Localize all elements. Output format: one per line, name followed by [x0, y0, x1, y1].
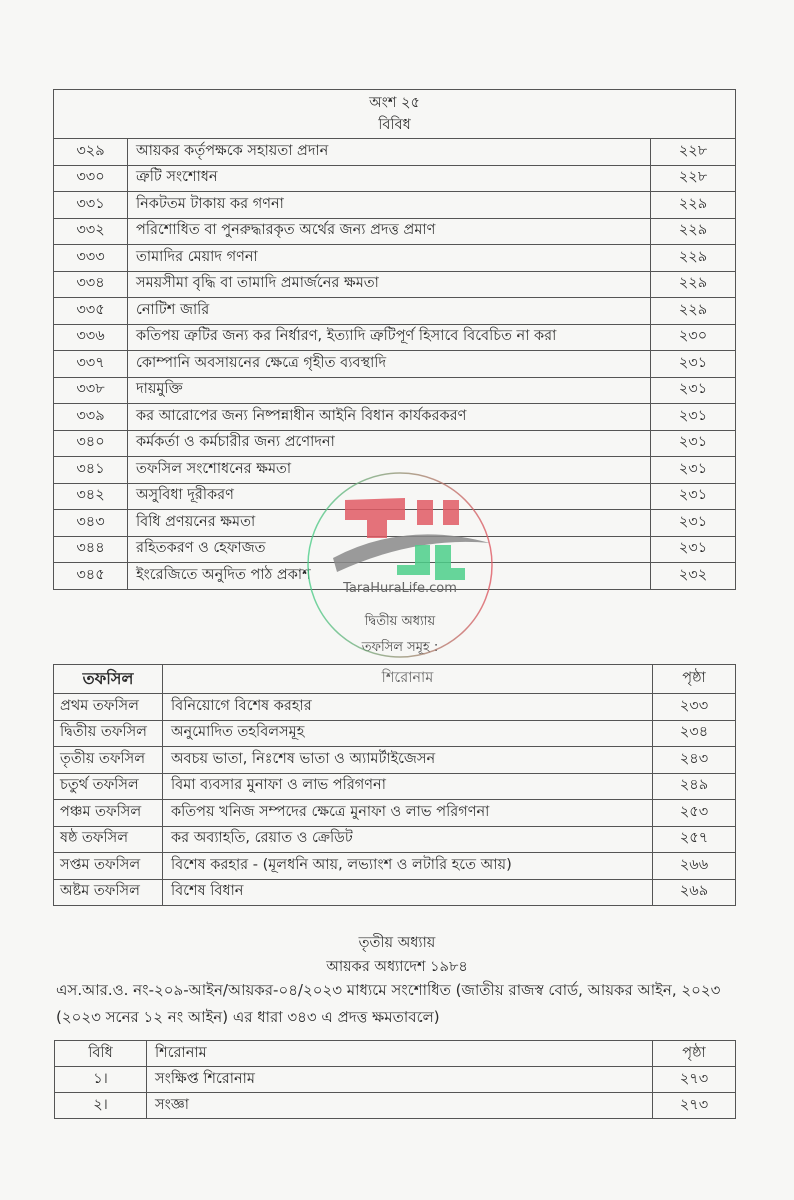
section-number: ৩৩১: [54, 192, 128, 219]
section-number: ৩৪১: [54, 457, 128, 484]
section-title: আয়কর কর্তৃপক্ষকে সহায়তা প্রদান: [128, 139, 651, 166]
table-row: [54, 404, 736, 431]
col-header-page: পৃষ্ঠা: [653, 1041, 736, 1067]
page-number: ২৪৩: [653, 747, 736, 774]
schedule-label: তৃতীয় তফসিল: [54, 747, 163, 774]
table-row: [54, 510, 736, 537]
rule-number: ২।: [55, 1093, 147, 1119]
table-row: [54, 430, 736, 457]
section-title: ত্রুটি সংশোধন: [128, 165, 651, 192]
section-title: তামাদির মেয়াদ গণনা: [128, 245, 651, 272]
table-row: [54, 773, 736, 800]
page-number: ২২৯: [651, 218, 736, 245]
section-title: পরিশোধিত বা পুনরুদ্ধারকৃত অর্থের জন্য প্রদত্ত প্রমাণ: [128, 218, 651, 245]
schedules-table: [53, 664, 736, 906]
part25-header-row: [54, 90, 736, 139]
table-row: [54, 139, 736, 166]
section-title: অসুবিধা দূরীকরণ: [128, 483, 651, 510]
table-row: [54, 694, 736, 721]
page-number: ২৩১: [651, 404, 736, 431]
page-number: ২৩২: [651, 563, 736, 590]
schedule-label: সপ্তম তফসিল: [54, 853, 163, 880]
table-row: [55, 1067, 736, 1093]
section-number: ৩৩৭: [54, 351, 128, 378]
page-number: ২৭৩: [653, 1067, 736, 1093]
page-number: ২৩০: [651, 324, 736, 351]
watermark-text: TaraHuraLife.com: [343, 581, 457, 596]
table-row: [54, 720, 736, 747]
section-title: নোটিশ জারি: [128, 298, 651, 325]
table-row: [54, 879, 736, 906]
page-number: ২২৯: [651, 192, 736, 219]
schedule-title: বিনিয়োগে বিশেষ করহার: [163, 694, 653, 721]
schedule-title: অনুমোদিত তহবিলসমূহ: [163, 720, 653, 747]
rules-table: [54, 1040, 736, 1119]
schedule-label: ষষ্ঠ তফসিল: [54, 826, 163, 853]
section-title: দায়মুক্তি: [128, 377, 651, 404]
table-row: [54, 563, 736, 590]
table-row: [54, 800, 736, 827]
page-number: ২২৮: [651, 165, 736, 192]
table-row: [54, 351, 736, 378]
page-number: ২৭৩: [653, 1093, 736, 1119]
table-row: [54, 192, 736, 219]
page-number: ২৩১: [651, 457, 736, 484]
table-row: [54, 457, 736, 484]
page-number: ২৩১: [651, 377, 736, 404]
section-title: নিকটতম টাকায় কর গণনা: [128, 192, 651, 219]
col-header-page: পৃষ্ঠা: [653, 665, 736, 694]
section-number: ৩৩০: [54, 165, 128, 192]
table-row: [55, 1093, 736, 1119]
page-number: ২৫৩: [653, 800, 736, 827]
schedule-label: অষ্টম তফসিল: [54, 879, 163, 906]
page-number: ২৩১: [651, 430, 736, 457]
schedule-title: অবচয় ভাতা, নিঃশেষ ভাতা ও অ্যামর্টাইজেসন: [163, 747, 653, 774]
page-number: ২২৮: [651, 139, 736, 166]
schedule-title: বিশেষ করহার - (মূলধনি আয়, লভ্যাংশ ও লটারি হতে আয়): [163, 853, 653, 880]
chapter3-paragraph: এস.আর.ও. নং-২০৯-আইন/আয়কর-০৪/২০২৩ মাধ্যমে সংশোধিত (জাতীয় রাজস্ব বোর্ড, আয়কর আইন, ২০২৩ (২০২৩ সনের ১২ নং আইন) এর ধারা ৩৪৩ এ প্রদত্ত ক্ষমতাবলে): [56, 981, 721, 1026]
page-number: ২২৯: [651, 271, 736, 298]
rules-header-row: [55, 1041, 736, 1067]
table-row: [54, 324, 736, 351]
section-title: কর্মকর্তা ও কর্মচারীর জন্য প্রণোদনা: [128, 430, 651, 457]
part-title: বিবিধ: [378, 117, 411, 133]
page-number: ২২৯: [651, 298, 736, 325]
chapter2-subtitle: তফসিল সমূহ :: [361, 640, 439, 655]
table-row: [54, 377, 736, 404]
section-number: ৩৩৫: [54, 298, 128, 325]
page-number: ২৬৯: [653, 879, 736, 906]
schedule-label: পঞ্চম তফসিল: [54, 800, 163, 827]
section-number: ৩৩৩: [54, 245, 128, 272]
schedule-title: কতিপয় খনিজ সম্পদের ক্ষেত্রে মুনাফা ও লাভ পরিগণনা: [163, 800, 653, 827]
col-header-title: শিরোনাম: [163, 665, 653, 694]
table-row: [54, 165, 736, 192]
table-row: [54, 298, 736, 325]
col-header-rule: বিধি: [55, 1041, 147, 1067]
section-number: ৩৩৮: [54, 377, 128, 404]
section-number: ৩২৯: [54, 139, 128, 166]
section-number: ৩৪৪: [54, 536, 128, 563]
table-row: [54, 483, 736, 510]
schedule-title: বিমা ব্যবসার মুনাফা ও লাভ পরিগণনা: [163, 773, 653, 800]
schedule-title: কর অব্যাহতি, রেয়াত ও ক্রেডিট: [163, 826, 653, 853]
part-number: অংশ ২৫: [369, 95, 420, 111]
page-number: ২৩১: [651, 536, 736, 563]
page-number: ২৫৭: [653, 826, 736, 853]
rule-title: সংক্ষিপ্ত শিরোনাম: [147, 1067, 653, 1093]
table-row: [54, 853, 736, 880]
schedule-title: বিশেষ বিধান: [163, 879, 653, 906]
section-title: কর আরোপের জন্য নিষ্পন্নাধীন আইনি বিধান কার্যকরকরণ: [128, 404, 651, 431]
chapter3-subtitle: আয়কর অধ্যাদেশ ১৯৮৪: [326, 959, 468, 975]
section-number: ৩৪৫: [54, 563, 128, 590]
table-row: [54, 747, 736, 774]
section-number: ৩৩৬: [54, 324, 128, 351]
page-number: ২৩৩: [653, 694, 736, 721]
table-row: [54, 245, 736, 272]
section-number: ৩৪২: [54, 483, 128, 510]
page-number: ২৬৬: [653, 853, 736, 880]
section-title: ইংরেজিতে অনুদিত পাঠ প্রকাশ: [128, 563, 651, 590]
chapter3-title: তৃতীয় অধ্যায়: [358, 935, 436, 951]
section-number: ৩৩৯: [54, 404, 128, 431]
chapter2-title: দ্বিতীয় অধ্যায়: [364, 614, 436, 629]
section-title: তফসিল সংশোধনের ক্ষমতা: [128, 457, 651, 484]
page-number: ২৩৪: [653, 720, 736, 747]
schedule-label: প্রথম তফসিল: [54, 694, 163, 721]
table-row: [54, 218, 736, 245]
section-title: কোম্পানি অবসায়নের ক্ষেত্রে গৃহীত ব্যবস্থাদি: [128, 351, 651, 378]
section-title: বিধি প্রণয়নের ক্ষমতা: [128, 510, 651, 537]
schedule-label: দ্বিতীয় তফসিল: [54, 720, 163, 747]
table-row: [54, 271, 736, 298]
section-title: সময়সীমা বৃদ্ধি বা তামাদি প্রমার্জনের ক্ষমতা: [128, 271, 651, 298]
col-header-schedule: তফসিল: [54, 665, 163, 694]
table-row: [54, 536, 736, 563]
page-number: ২৩১: [651, 351, 736, 378]
section-number: ৩৩৪: [54, 271, 128, 298]
part25-heading: [54, 90, 736, 139]
page-number: ২৪৯: [653, 773, 736, 800]
rule-number: ১।: [55, 1067, 147, 1093]
section-number: ৩৪০: [54, 430, 128, 457]
table-row: [54, 826, 736, 853]
part25-table: [53, 89, 736, 590]
section-title: কতিপয় ত্রুটির জন্য কর নির্ধারণ, ইত্যাদি ত্রুটিপূর্ণ হিসাবে বিবেচিত না করা: [128, 324, 651, 351]
rule-title: সংজ্ঞা: [147, 1093, 653, 1119]
schedule-label: চতুর্থ তফসিল: [54, 773, 163, 800]
section-number: ৩৩২: [54, 218, 128, 245]
section-number: ৩৪৩: [54, 510, 128, 537]
schedules-header-row: [54, 665, 736, 694]
page-number: ২৩১: [651, 510, 736, 537]
col-header-title: শিরোনাম: [147, 1041, 653, 1067]
page-number: ২২৯: [651, 245, 736, 272]
page-number: ২৩১: [651, 483, 736, 510]
section-title: রহিতকরণ ও হেফাজত: [128, 536, 651, 563]
